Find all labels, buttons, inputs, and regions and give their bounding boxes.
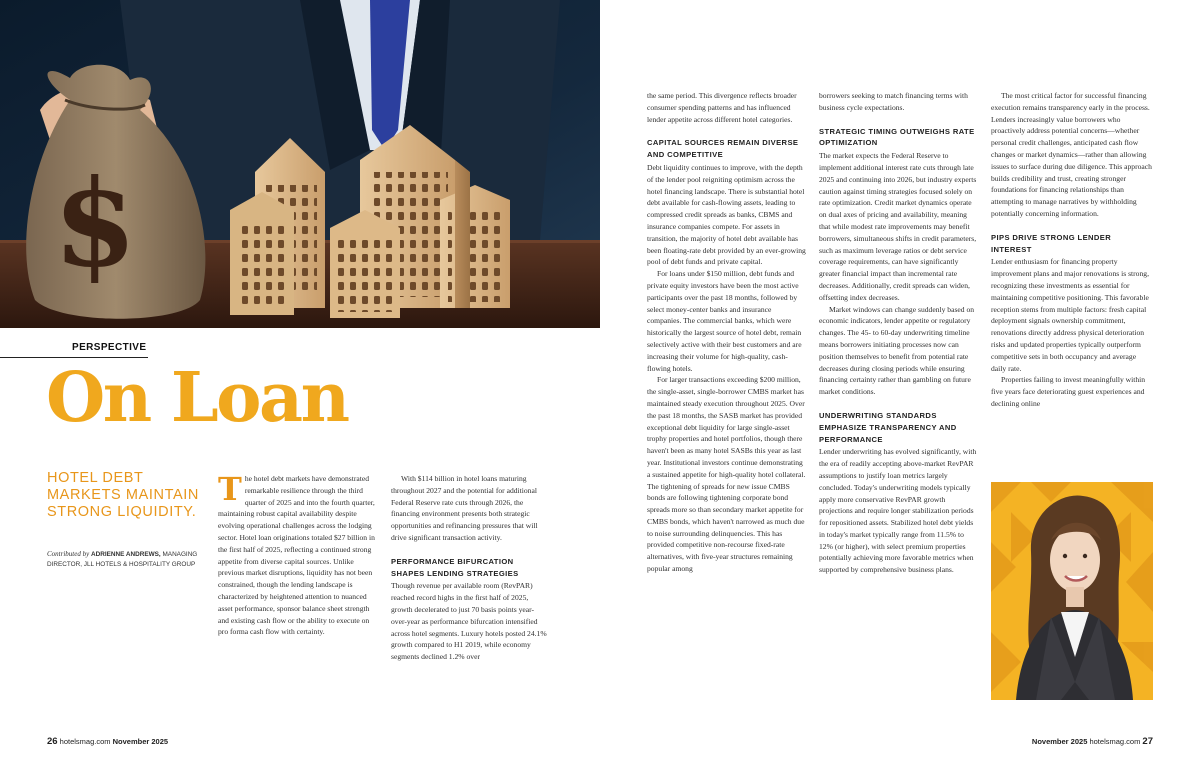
article-column-4 xyxy=(819,90,979,705)
page-number-left: 26 xyxy=(47,736,58,747)
footer-date-left: November 2025 xyxy=(112,737,169,746)
article-column-2 xyxy=(391,473,549,705)
article-paragraph: Though revenue per available room (RevPAR) reached record highs in the first half of 2025, growth decelerated to just 70 basis points year-over-year as performance bifurcation intensified across hotel segments. Luxury hotels posted 24.1% growth compared to H1 2019, while economy segments declined 1.2% over xyxy=(391,581,547,662)
footer-right xyxy=(1032,736,1153,747)
article-paragraph: The market expects the Federal Reserve to implement additional interest rate cuts through late 2025 and continuing into 2026, but industry experts caution against timing strategies focused solely on rate optimization. Credit market dynamics operate on dual axes of pricing and availability, meaning that while modest rate improvements may benefit borrowers, simultaneous shifts in credit parameters, such as maximum leverage ratios or debt service coverage requirements, can have significantly greater financial impact than incremental rate decreases. Additionally, credit spreads can widen, offsetting index decreases. xyxy=(819,151,977,302)
page-title: On Loan xyxy=(46,358,348,438)
footer-site-right: hotelsmag.com xyxy=(1089,737,1141,746)
section-label: PERSPECTIVE xyxy=(72,342,147,353)
article-column-5 xyxy=(991,90,1153,475)
subhead-performance-bifurcation: PERFORMANCE BIFURCATION SHAPES LENDING STRATEGIES xyxy=(391,556,519,578)
byline xyxy=(47,549,217,570)
article-paragraph: borrowers seeking to match financing terms with business cycle expectations. xyxy=(819,91,968,112)
author-portrait xyxy=(991,482,1153,700)
article-paragraph xyxy=(218,473,381,638)
article-paragraph: Properties failing to invest meaningfully within five years face deteriorating guest experiences and declining online xyxy=(991,375,1146,408)
article-column-3 xyxy=(647,90,807,705)
footer-site-left: hotelsmag.com xyxy=(59,737,111,746)
footer-left xyxy=(47,736,168,747)
article-paragraph: the same period. This divergence reflects broader consumer spending patterns and has influenced lender appetite across different hotel categories. xyxy=(647,91,797,124)
article-paragraph: Lender enthusiasm for financing property improvement plans and major renovations is strong, recognizing these investments as essential for maintaining competitive positioning. This favorable reception stems from multiple factors: fresh capital deployment signals ownership commitment, renovations directly address physical deterioration risks and updated properties typically outperform competitive sets in both occupancy and average daily rate. xyxy=(991,257,1149,373)
footer-date-right: November 2025 xyxy=(1031,737,1088,746)
hero-illustration xyxy=(0,0,600,328)
byline-title: MANAGING DIRECTOR, JLL HOTELS & HOSPITALITY GROUP xyxy=(47,551,198,568)
article-paragraph: With $114 billion in hotel loans maturing throughout 2027 and the potential for additional Federal Reserve rate cuts through 2026, the financing environment presents both strategic opportunities and refinancing pressures that will drive significant transaction activity. xyxy=(391,474,538,542)
article-paragraph: Debt liquidity continues to improve, with the depth of the lender pool reigniting optimism across the hotel financing landscape. There is substantial hotel debt available for cash-flowing assets, leading to compressed credit spreads as banks, CBMS and insurance companies compete. For assets in transition, the majority of hotel debt available has been floating-rate debt provided by an ever-growing pool of debt funds and private capital. xyxy=(647,162,806,267)
paragraph-text: he hotel debt markets have demonstrated remarkable resilience through the third quarter of 2025 and into the fourth quarter, maintaining robust capital availability despite evolving operational challenges across the lodging sector. Hotel loan originations totaled $27 billion in the first half of 2025, reflecting a continued strong appetite from diverse capital sources. Unlike previous market disruptions, liquidity has not been constrained, though the lending landscape is characterized by heightened attention to nuanced asset performance, sponsor balance sheet strength and existing cash flow or the ability to execute on pro forma cash flow with certainty. xyxy=(218,474,375,637)
article-column-1 xyxy=(218,473,381,705)
drop-cap: T xyxy=(218,473,242,508)
dek: HOTEL DEBT MARKETS MAINTAIN STRONG LIQUIDITY. xyxy=(47,470,199,520)
svg-text:$: $ xyxy=(53,153,137,294)
article-paragraph: For loans under $150 million, debt funds and private equity investors have been the most active participants over the past 18 months, followed by select money-center banks and insurance companies. The commercial banks, which were historically the largest source of hotel debt, remain selectively active with their best customers and are increasing their volume for high-quality, cash-flowing hotels. xyxy=(647,269,802,373)
byline-name: ADRIENNE ANDREWS, xyxy=(90,551,161,558)
article-paragraph: The most critical factor for successful financing execution remains transparency early in the process. Lenders increasingly value borrowers who proactively address potential concerns—whether personal credit challenges, anticipated cash flow changes or market dynamics—rather than allowing issues to surface during due diligence. This approach builds credibility and trust, creating stronger foundations for financing relationships than attempting to manage narratives by withholding potentially concerning information. xyxy=(991,91,1152,218)
subhead-capital-sources: CAPITAL SOURCES REMAIN DIVERSE AND COMPETITIVE xyxy=(647,138,799,160)
page-number-right: 27 xyxy=(1142,736,1153,747)
article-paragraph: Market windows can change suddenly based on economic indicators, lender appetite or regulatory changes. The 45- to 60-day underwriting timeline means borrowers initiating processes now can position themselves to benefit from potential rate decreases during closing periods while ensuring financing certainty rather than gambling on future market conditions. xyxy=(819,304,975,397)
article-paragraph: For larger transactions exceeding $200 million, the single-asset, single-borrower CMBS market has maintained steady execution throughout 2025. Over the past 18 months, the SASB market has provided exceptional debt liquidity for large single-asset trophy properties and hotel portfolios, though there haven't been as many hotel SASBs this year as last year. Institutional investors continue demonstrating a sustained appetite for high-quality hotel collateral. The tightening of spreads for new issue CMBS bonds are following tightening corporate bond spreads more so than secondary market appetite for CMBS bonds, which haven't narrowed as much due to noise surrounding delinquencies. This has provided competitive non-recourse fixed-rate alternatives, with five-year structures remaining popular among xyxy=(647,375,806,574)
portrait-illustration xyxy=(991,482,1153,700)
subhead-strategic-timing: STRATEGIC TIMING OUTWEIGHS RATE OPTIMIZATION xyxy=(819,126,975,148)
subhead-pips: PIPS DRIVE STRONG LENDER INTEREST xyxy=(991,232,1112,254)
byline-intro: Contributed by xyxy=(47,550,90,558)
hero-photo-money-bag-houses xyxy=(0,0,600,328)
article-paragraph: Lender underwriting has evolved significantly, with the era of readily accepting above-market RevPAR assumptions to justify loan metrics largely concluded. Today's underwriting models typically apply more conservative RevPAR growth projections and require longer stabilization periods for repositioned assets. Stabilized hotel debt yields in today's market typically range from 11.5% to 12% (or higher), with select premium properties potentially achieving more favorable metrics when supported by comprehensive business plans. xyxy=(819,447,977,575)
subhead-underwriting-standards: UNDERWRITING STANDARDS EMPHASIZE TRANSPARENCY AND PERFORMANCE xyxy=(819,410,957,444)
